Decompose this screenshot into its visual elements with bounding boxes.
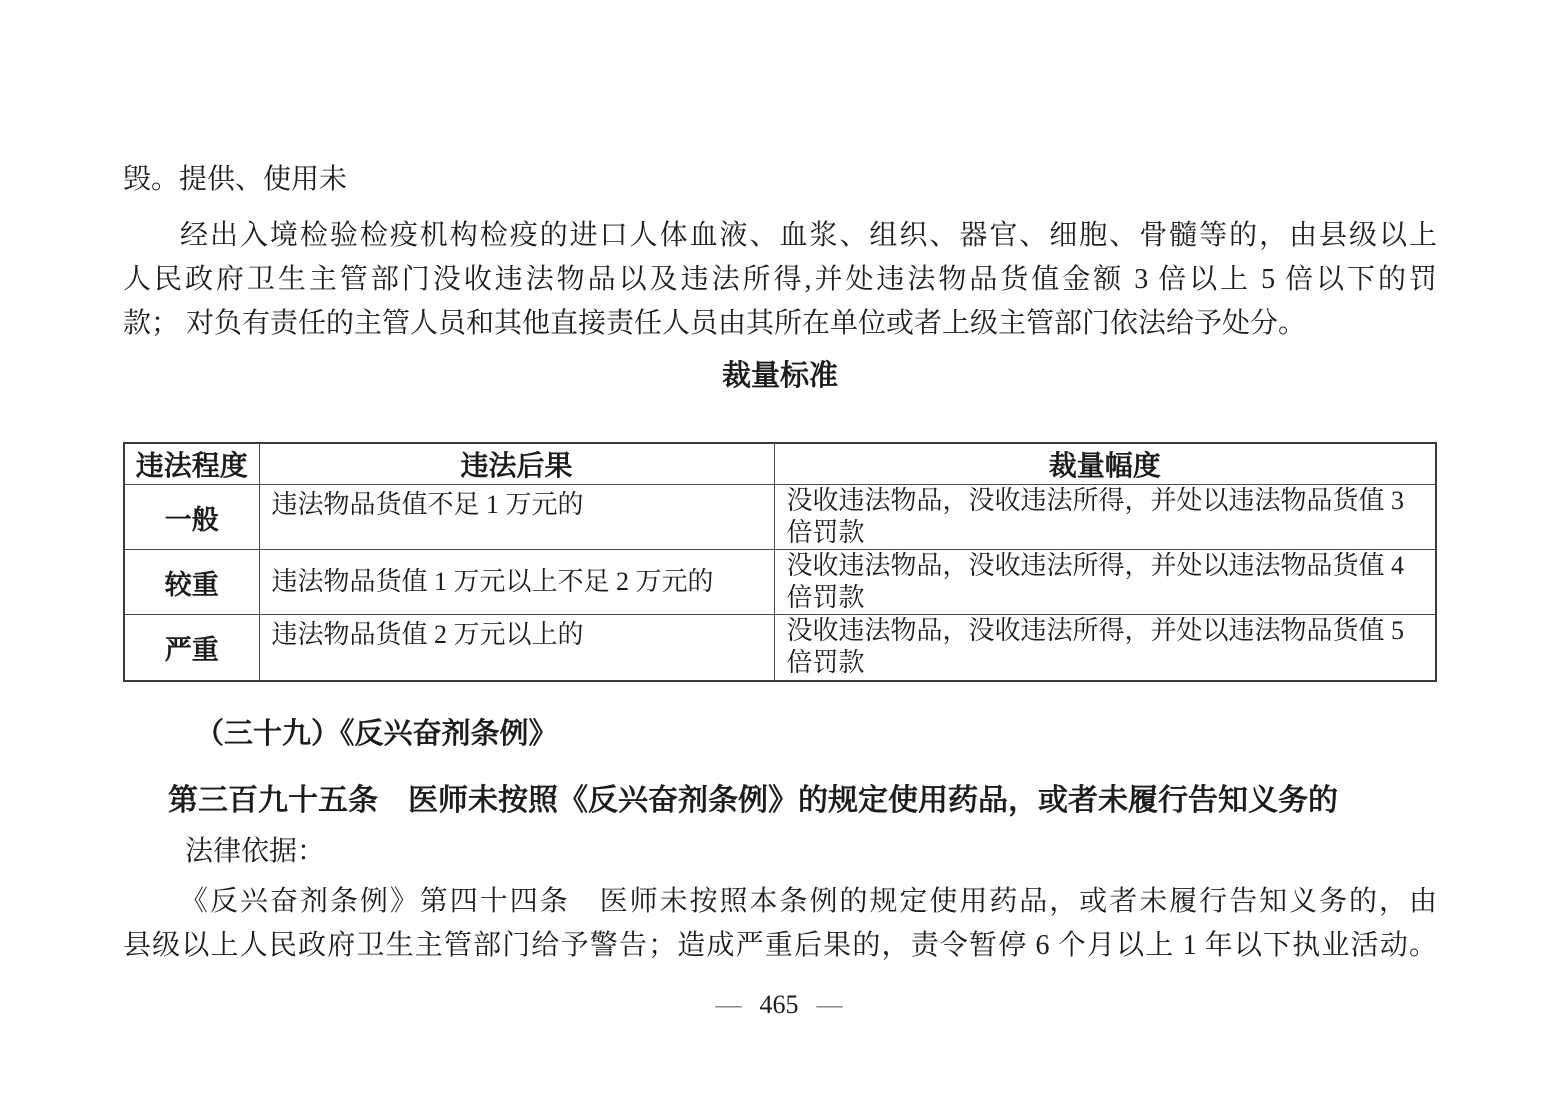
legal-basis-paragraph xyxy=(123,880,1437,968)
intro-line-4: 款； 对负有责任的主管人员和其他直接责任人员由其所在单位或者上级主管部门依法给予处分。 xyxy=(123,308,1307,339)
consequence-cell: 违法物品货值不足 1 万元的 xyxy=(259,485,774,550)
header-violation-degree: 违法程度 xyxy=(124,443,259,485)
table-row xyxy=(124,550,1436,615)
intro-paragraph xyxy=(123,158,1437,346)
table-title: 裁量标准 xyxy=(721,360,838,392)
table-row xyxy=(124,485,1436,550)
page-number: 465 xyxy=(759,990,799,1019)
degree-cell: 严重 xyxy=(124,615,259,681)
table-header-row xyxy=(124,443,1436,485)
legal-line-2: 县级以上人民政府卫生主管部门给予警告；造成严重后果的，责令暂停 6 个月以上 1 年以下执业活动。 xyxy=(123,929,1437,961)
page-footer xyxy=(0,990,1558,1020)
section-heading: （三十九）《反兴奋剂条例》 xyxy=(195,717,558,750)
intro-line-1: 毁。提供、使用未 xyxy=(123,164,348,195)
intro-line-2: 经出入境检验检疫机构检疫的进口人体血液、血浆、组织、器官、细胞、骨髓等的，由县级以上 xyxy=(180,220,1437,251)
consequence-cell: 违法物品货值 2 万元以上的 xyxy=(259,615,774,681)
legal-basis-label: 法律依据： xyxy=(185,835,326,867)
table-row xyxy=(124,615,1436,681)
range-cell: 没收违法物品，没收违法所得，并处以违法物品货值 3 倍罚款 xyxy=(774,485,1436,550)
header-discretion-range: 裁量幅度 xyxy=(774,443,1436,485)
intro-line-3: 人民政府卫生主管部门没收违法物品以及违法所得,并处违法物品货值金额 3 倍以上 5 倍以下的罚 xyxy=(123,264,1437,295)
footer-left-dash: — xyxy=(715,990,742,1019)
footer-right-dash: — xyxy=(816,990,843,1019)
degree-cell: 较重 xyxy=(124,550,259,615)
consequence-cell: 违法物品货值 1 万元以上不足 2 万元的 xyxy=(259,550,774,615)
penalty-standards-table xyxy=(123,442,1437,682)
article-heading: 第三百九十五条 医师未按照《反兴奋剂条例》的规定使用药品，或者未履行告知义务的 xyxy=(168,783,1338,817)
range-cell: 没收违法物品，没收违法所得，并处以违法物品货值 4 倍罚款 xyxy=(774,550,1436,615)
range-cell: 没收违法物品，没收违法所得，并处以违法物品货值 5 倍罚款 xyxy=(774,615,1436,681)
degree-cell: 一般 xyxy=(124,485,259,550)
header-violation-consequence: 违法后果 xyxy=(259,443,774,485)
legal-line-1: 《反兴奋剂条例》第四十四条 医师未按照本条例的规定使用药品，或者未履行告知义务的，由 xyxy=(180,885,1437,917)
